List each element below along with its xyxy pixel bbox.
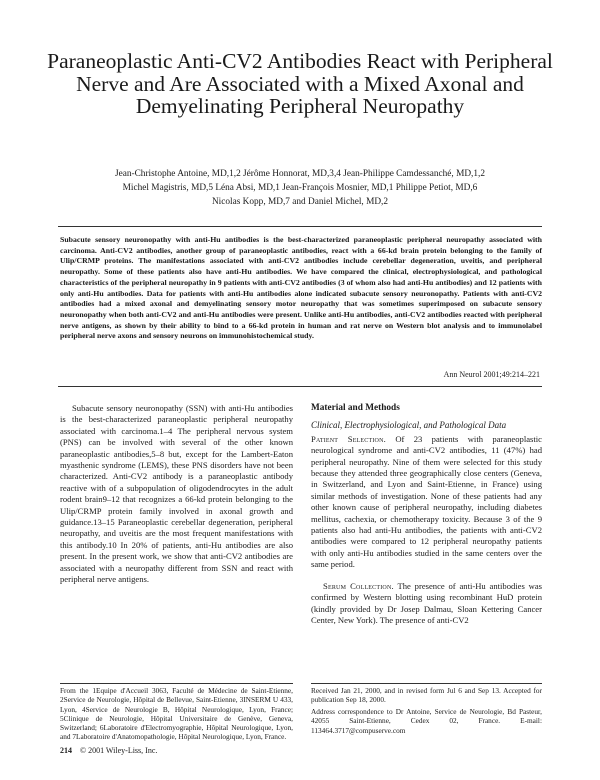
- journal-citation: Ann Neurol 2001;49:214–221: [443, 370, 540, 379]
- copyright: © 2001 Wiley-Liss, Inc.: [80, 746, 158, 755]
- footnote-rule-right: [311, 683, 542, 684]
- introduction-text: Subacute sensory neuronopathy (SSN) with anti-Hu antibodies is the best-characterized paraneoplastic peripheral neuropathy associated with carcinoma.1–4 The peripheral nervous system (PNS) can be involved with several of the other known paraneoplastic antibodies,5–8 but, except for the Lambert-Eaton myasthenic syndrome (LEMS), these PNS disorders have not been characterized. Anti-CV2 antibody is a paraneoplastic antibody reactive with of a subpopulation of oligodendrocytes in the adult rodent brain9–12 that recognizes a 66-kd protein belonging to the Ulip/CRMP protein family involved in axonal growth and guidance.13–15 Paraneoplastic cerebellar degeneration, peripheral neuropathy, and uveitis are the most frequent manifestations with this antibody.10 In 20% of patients, anti-Hu antibodies are also present. In the present work, we show that anti-CV2 antibodies are associated with a neuropathy different from SSN and react with peripheral nerve antigens.: [60, 403, 293, 585]
- author-line: Jean-Christophe Antoine, MD,1,2 Jérôme Honnorat, MD,3,4 Jean-Philippe Camdessanché, MD,1,2: [114, 169, 485, 179]
- page-footer: [60, 746, 157, 755]
- patient-selection-label: Patient Selection.: [311, 433, 386, 444]
- page-number: 214: [60, 746, 72, 755]
- article-title: Paraneoplastic Anti-CV2 Antibodies React with Peripheral Nerve and Are Associated with a Mixed Axonal and Demyelinating Peripheral Neuropathy: [47, 49, 553, 118]
- author-line: Michel Magistris, MD,5 Léna Absi, MD,1 Jean-François Mosnier, MD,1 Philippe Petiot, MD,6: [122, 183, 478, 193]
- methods-subheading: Clinical, Electrophysiological, and Pathological Data: [311, 420, 507, 431]
- footnote-rule-left: [60, 683, 293, 684]
- correspondence-footnote: Address correspondence to Dr Antoine, Service de Neurologie, Bd Pasteur, 42055 Saint-Etienne, Cedex 02, France. E-mail: 113464.3717@compuserve.com: [311, 707, 542, 735]
- serum-collection-label: Serum Collection.: [323, 580, 394, 591]
- author-list: [60, 167, 540, 209]
- patient-selection-paragraph: [311, 434, 542, 571]
- left-column: [60, 403, 293, 586]
- methods-heading: Material and Methods: [311, 403, 400, 413]
- received-footnote: Received Jan 21, 2000, and in revised form Jul 6 and Sep 13. Accepted for publication Sep 18, 2000.: [311, 686, 542, 705]
- affiliations-footnote: From the 1Equipe d'Accueil 3063, Faculté de Médecine de Saint-Etienne, 2Service de Neurologie, Hôpital de Bellevue, Saint-Etienne, 3INSERM U 433, Lyon, 4Service de Neurologie B, Hôpital Neurologique, Lyon, France; 5Clinique de Neurologie, Hôpital Universitaire de Genève, Geneva, Switzerland; 6Laboratoire d'Electromyographie, Hôpital Neurologique, Lyon, and 7Laboratoire d'Anatomopathologie, Hôpital Neurologique, Lyon, France.: [60, 686, 293, 742]
- abstract: Subacute sensory neuronopathy with anti-Hu antibodies is the best-characterized paraneoplastic peripheral neuropathy associated with carcinoma. Anti-CV2 antibodies, another group of paraneoplastic antibodies, react with a 66-kd brain protein belonging to the family of Ulip/CRMP proteins. The manifestations associated with anti-CV2 antibodies include cerebellar degeneration, uveitis, and peripheral neuropathy. Some of these patients also have anti-Hu antibodies. We have compared the clinical, electrophysiological, and pathological characteristics of the peripheral neuropathy in 9 patients with anti-CV2 antibodies (3 of whom also had anti-Hu antibodies) and 12 patients with only anti-Hu antibodies. Data for patients with anti-Hu antibodies alone indicated subacute sensory neuronopathy. Patients with anti-CV2 antibodies had a mixed axonal and demyelinating sensory motor neuropathy that was sometimes superimposed on subacute sensory neuronopathy when both anti-CV2 and anti-Hu antibodies were present. Unlike anti-Hu antibodies, anti-CV2 antibodies reacted with peripheral nerve antigens, as shown by their ability to bind to a 66-kd protein in human and rat nerve on Western blot analysis and to immunolabel peripheral nerve axons and sensory neurons on immunohistochemical study.: [60, 235, 542, 341]
- abstract-bottom-rule: [58, 386, 542, 387]
- right-column: [311, 403, 542, 626]
- abstract-top-rule: [58, 226, 542, 227]
- serum-collection-paragraph: [311, 581, 542, 627]
- author-line: Nicolas Kopp, MD,7 and Daniel Michel, MD,2: [211, 197, 389, 207]
- patient-selection-text: Of 23 patients with paraneoplastic neurological syndrome and anti-CV2 antibodies, 11 (47%) had peripheral neuropathy. Nine of them were selected for this study because they attended three geographically close centers (Geneva, in Switzerland, and Lyon and Saint-Etienne, in France) using similar methods of investigation. None of these patients had any other known cause of peripheral neuropathy, including diabetes mellitus, cachexia, or chemotherapy toxicity. Because 3 of the 9 patients also had anti-Hu antibodies, the patients with anti-CV2 antibodies were compared to 12 peripheral neuropathy patients with only anti-Hu antibodies studied in the same centers over the same period.: [311, 433, 542, 570]
- serum-collection-text: The presence of anti-Hu antibodies was confirmed by Western blotting using recombinant HuD protein (kindly provided by Dr Josep Dalmau, Sloan Kettering Cancer Center, New York). The presence of anti-CV2: [311, 580, 542, 625]
